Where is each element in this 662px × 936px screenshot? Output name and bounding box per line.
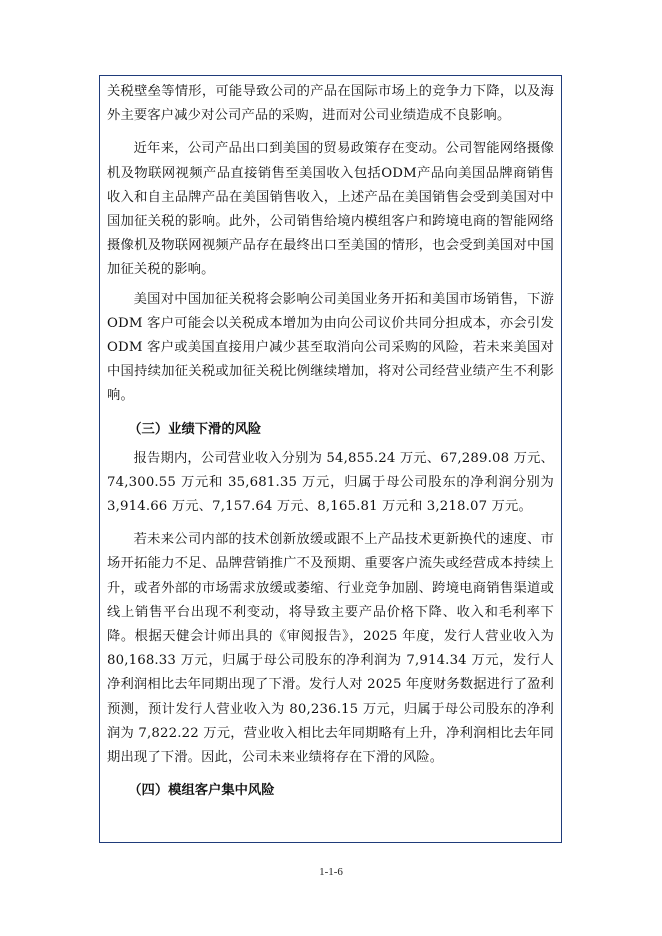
paragraph-reporting-period-figures: 报告期内，公司营业收入分别为 54,855.24 万元、67,289.08 万元、74,300.55 万元和 35,681.35 万元，归属于母公司股东的净利润分别为 3,914.66 万元、7,157.64 万元、8,165.81 万元和 3,218.07 万元。 bbox=[107, 450, 554, 515]
paragraph-us-trade-policy: 近年来，公司产品出口到美国的贸易政策存在变动。公司智能网络摄像机及物联网视频产品直接销售至美国收入包括ODM产品向美国品牌商销售收入和自主品牌产品在美国销售收入，上述产品在美国销售会受到美国对中国加征关税的影响。此外，公司销售给境内模组客户和跨境电商的智能网络摄像机及物联网视频产品存在最终出口至美国的情形，也会受到美国对中国加征关税的影响。 bbox=[107, 141, 554, 278]
paragraph-decline-factors: 若未来公司内部的技术创新放缓或跟不上产品技术更新换代的速度、市场开拓能力不足、品牌营销推广不及预期、重要客户流失或经营成本持续上升，或者外部的市场需求放缓或萎缩、行业竞争加剧、跨境电商销售渠道或线上销售平台出现不利变动，将导致主要产品价格下降、收入和毛利率下降。根据天健会计师出具的《审阅报告》，2025 年度，发行人营业收入为 80,168.33 万元，归属于母公司股东的净利润为 7,914.34 万元，发行人净利润相比去年同期出现了下滑。发行人对 2025 年度财务数据进行了盈利预测，预计发行人营业收入为 80,236.15 万元，归属于母公司股东的净利润为 7,822.22 万元，营业收入相比去年同期略有上升，净利润相比去年同期出现了下滑。因此，公司未来业绩将存在下滑的风险。 bbox=[107, 532, 554, 766]
section-heading-customer-concentration: （四）模组客户集中风险 bbox=[128, 783, 275, 799]
page-number: 1-1-6 bbox=[319, 866, 343, 878]
paragraph-tariff-barriers: 关税壁垒等情形，可能导致公司的产品在国际市场上的竞争力下降，以及海外主要客户减少对公司产品的采购，进而对公司业绩造成不良影响。 bbox=[107, 84, 554, 124]
paragraph-tariff-impact: 美国对中国加征关税将会影响公司美国业务开拓和美国市场销售，下游ODM 客户可能会以关税成本增加为由向公司议价共同分担成本，亦会引发ODM 客户或美国直接用户减少甚至取消向公司采购的风险，若未来美国对中国持续加征关税或加征关税比例继续增加，将对公司经营业绩产生不利影响。 bbox=[107, 291, 554, 404]
content-frame bbox=[99, 75, 562, 843]
section-heading-performance-decline: （三）业绩下滑的风险 bbox=[128, 421, 262, 437]
